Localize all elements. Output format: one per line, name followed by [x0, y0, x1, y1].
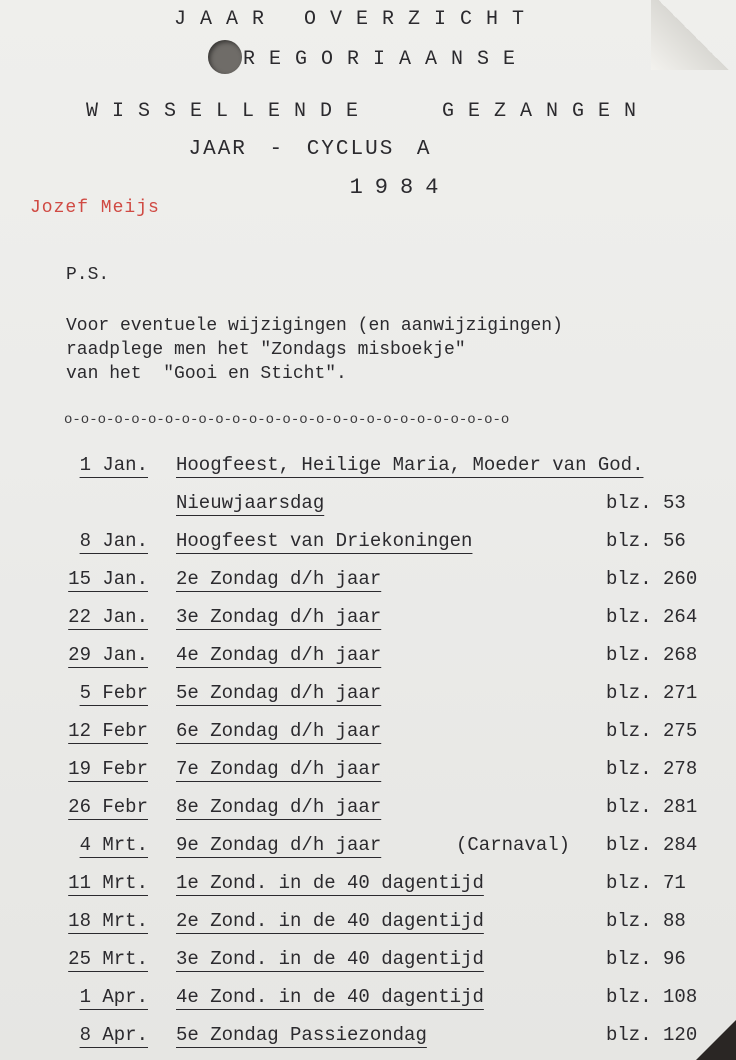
schedule-row	[0, 870, 736, 908]
schedule-description: 8e Zondag d/h jaar	[176, 796, 382, 818]
schedule-description: 5e Zondag d/h jaar	[176, 682, 382, 704]
schedule-description: 5e Zondag Passiezondag	[176, 1024, 427, 1046]
schedule-date: 12 Febr	[68, 720, 148, 742]
schedule-page: blz. 278	[606, 758, 698, 780]
schedule-page: blz. 120	[606, 1024, 698, 1046]
schedule-list	[0, 452, 736, 1060]
schedule-page: blz. 88	[606, 910, 686, 932]
schedule-date: 8 Apr.	[79, 1024, 148, 1046]
schedule-row	[0, 452, 736, 490]
title-line-2: REGORIAANSE	[242, 48, 530, 71]
title-line-1: JAAR OVERZICHT	[173, 8, 539, 31]
schedule-description: 3e Zondag d/h jaar	[176, 606, 382, 628]
title-line-3	[0, 100, 736, 123]
schedule-description: 9e Zondag d/h jaar	[176, 834, 382, 856]
note-text	[66, 314, 563, 386]
schedule-date: 25 Mrt.	[68, 948, 148, 970]
schedule-page: blz. 96	[606, 948, 686, 970]
schedule-page: blz. 71	[606, 872, 686, 894]
schedule-date: 1 Jan.	[79, 454, 148, 476]
divider-line: o-o-o-o-o-o-o-o-o-o-o-o-o-o-o-o-o-o-o-o-o-o-o-o-o-o-o	[64, 412, 510, 428]
schedule-description: 3e Zond. in de 40 dagentijd	[176, 948, 484, 970]
schedule-row	[0, 756, 736, 794]
note-line: van het "Gooi en Sticht".	[66, 364, 347, 384]
schedule-row	[0, 908, 736, 946]
note-line: Voor eventuele wijzigingen (en aanwijzigingen)	[66, 316, 563, 336]
schedule-description: 2e Zondag d/h jaar	[176, 568, 382, 590]
schedule-page: blz. 56	[606, 530, 686, 552]
schedule-page: blz. 268	[606, 644, 698, 666]
schedule-date: 1 Apr.	[79, 986, 148, 1008]
schedule-date: 5 Febr	[79, 682, 148, 704]
schedule-date: 8 Jan.	[79, 530, 148, 552]
schedule-row	[0, 680, 736, 718]
schedule-row	[0, 1022, 736, 1060]
schedule-page: blz. 271	[606, 682, 698, 704]
schedule-date: 26 Febr	[68, 796, 148, 818]
schedule-row	[0, 490, 736, 528]
schedule-date: 22 Jan.	[68, 606, 148, 628]
schedule-row	[0, 832, 736, 870]
schedule-page: blz. 53	[606, 492, 686, 514]
title-line-3b: GEZANGEN	[442, 100, 651, 123]
schedule-row	[0, 528, 736, 566]
schedule-page: blz. 264	[606, 606, 698, 628]
schedule-note: (Carnaval)	[456, 834, 571, 856]
schedule-description: Nieuwjaarsdag	[176, 492, 325, 514]
title-line-3a: WISSELLENDE	[85, 100, 372, 123]
schedule-date: 15 Jan.	[68, 568, 148, 590]
schedule-row	[0, 604, 736, 642]
schedule-description: Hoogfeest van Driekoningen	[176, 530, 473, 552]
schedule-page: blz. 260	[606, 568, 698, 590]
schedule-row	[0, 946, 736, 984]
schedule-date: 29 Jan.	[68, 644, 148, 666]
schedule-page: blz. 108	[606, 986, 698, 1008]
schedule-row	[0, 718, 736, 756]
schedule-page: blz. 284	[606, 834, 698, 856]
title-line-4: JAAR - CYCLUS A	[188, 138, 432, 161]
author-stamp: Jozef Meijs	[30, 198, 160, 218]
ps-label: P.S.	[66, 265, 110, 285]
schedule-page: blz. 275	[606, 720, 698, 742]
schedule-row	[0, 642, 736, 680]
schedule-date: 18 Mrt.	[68, 910, 148, 932]
schedule-page: blz. 281	[606, 796, 698, 818]
schedule-date: 4 Mrt.	[79, 834, 148, 856]
schedule-row	[0, 984, 736, 1022]
schedule-description: 7e Zondag d/h jaar	[176, 758, 382, 780]
schedule-description: Hoogfeest, Heilige Maria, Moeder van God.	[176, 454, 644, 476]
schedule-row	[0, 794, 736, 832]
schedule-row	[0, 566, 736, 604]
schedule-description: 4e Zondag d/h jaar	[176, 644, 382, 666]
schedule-date: 11 Mrt.	[68, 872, 148, 894]
note-line: raadplege men het "Zondags misboekje"	[66, 340, 466, 360]
schedule-description: 2e Zond. in de 40 dagentijd	[176, 910, 484, 932]
schedule-description: 1e Zond. in de 40 dagentijd	[176, 872, 484, 894]
schedule-date: 19 Febr	[68, 758, 148, 780]
title-year: 1984	[349, 175, 451, 200]
schedule-description: 4e Zond. in de 40 dagentijd	[176, 986, 484, 1008]
schedule-description: 6e Zondag d/h jaar	[176, 720, 382, 742]
